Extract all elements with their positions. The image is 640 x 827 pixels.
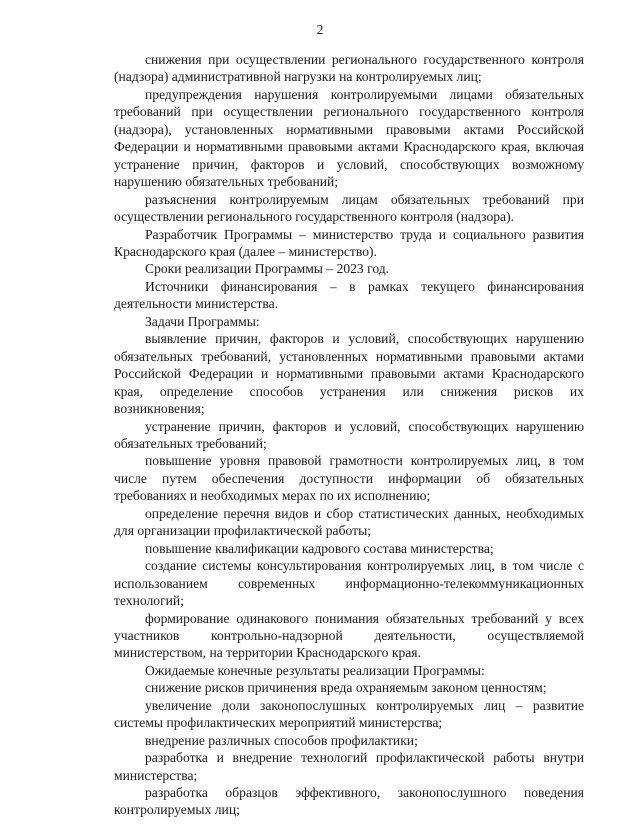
paragraph: формирование одинакового понимания обязательных требований у всех участников контрольно-надзорной деятельности, осуществляемой министерством, на территории Краснодарского края. (114, 610, 584, 661)
paragraph: устранение причин, факторов и условий, способствующих нарушению обязательных требований; (114, 418, 584, 451)
paragraph: увеличение доли законопослушных контролируемых лиц – развитие системы профилактических мероприятий министерства; (114, 697, 584, 731)
paragraph: создание системы консультирования контролируемых лиц, в том числе с использованием современных информационно-телекоммуникационных технологий; (114, 558, 584, 609)
paragraph: разъяснения контролируемым лицам обязательных требований при осуществлении регионального государственного контроля (надзора). (114, 191, 584, 225)
paragraph: Задачи Программы: (145, 313, 260, 329)
paragraph: Разработчик Программы – министерство труда и социального развития Краснодарского края (далее – министерство). (114, 226, 584, 259)
document-body (114, 51, 584, 819)
paragraph: внедрение различных способов профилактики; (145, 732, 418, 748)
paragraph: Сроки реализации Программы – 2023 год. (145, 261, 390, 277)
paragraph: снижение рисков причинения вреда охраняемым законом ценностям; (145, 680, 547, 696)
paragraph: предупреждения нарушения контролируемыми лицами обязательных требований при осуществлении регионального государственного контроля (надзора), установленных нормативными правовыми актами Российской Федерации и нормативными правовыми актами Краснодарского края, включая устранение причин, факторов и условий, способствующих возможному нарушению обязательных требований; (114, 86, 584, 190)
paragraph: выявление причин, факторов и условий, способствующих нарушению обязательных требований, установленных нормативными правовыми актами Российской Федерации и нормативными правовыми актами Краснодарского края, определение способов устранения или снижения рисков их возникновения; (114, 331, 584, 417)
page-number: 2 (316, 22, 324, 37)
paragraph: повышение квалификации кадрового состава министерства; (145, 540, 494, 556)
paragraph: снижения при осуществлении регионального государственного контроля (надзора) административной нагрузки на контролируемых лиц; (114, 52, 584, 85)
paragraph: определение перечня видов и сбор статистических данных, необходимых для организации профилактической работы; (114, 505, 584, 539)
paragraph: Источники финансирования – в рамках текущего финансирования деятельности министерства. (114, 278, 584, 312)
paragraph: разработка образцов эффективного, законопослушного поведения контролируемых лиц; (114, 785, 584, 818)
paragraph: повышение уровня правовой грамотности контролируемых лиц, в том числе путем обеспечения доступности информации об обязательных требованиях и необходимых мерах по их исполнению; (114, 453, 584, 504)
paragraph: разработка и внедрение технологий профилактической работы внутри министерства; (114, 750, 584, 783)
paragraph: Ожидаемые конечные результаты реализации Программы: (145, 662, 485, 678)
